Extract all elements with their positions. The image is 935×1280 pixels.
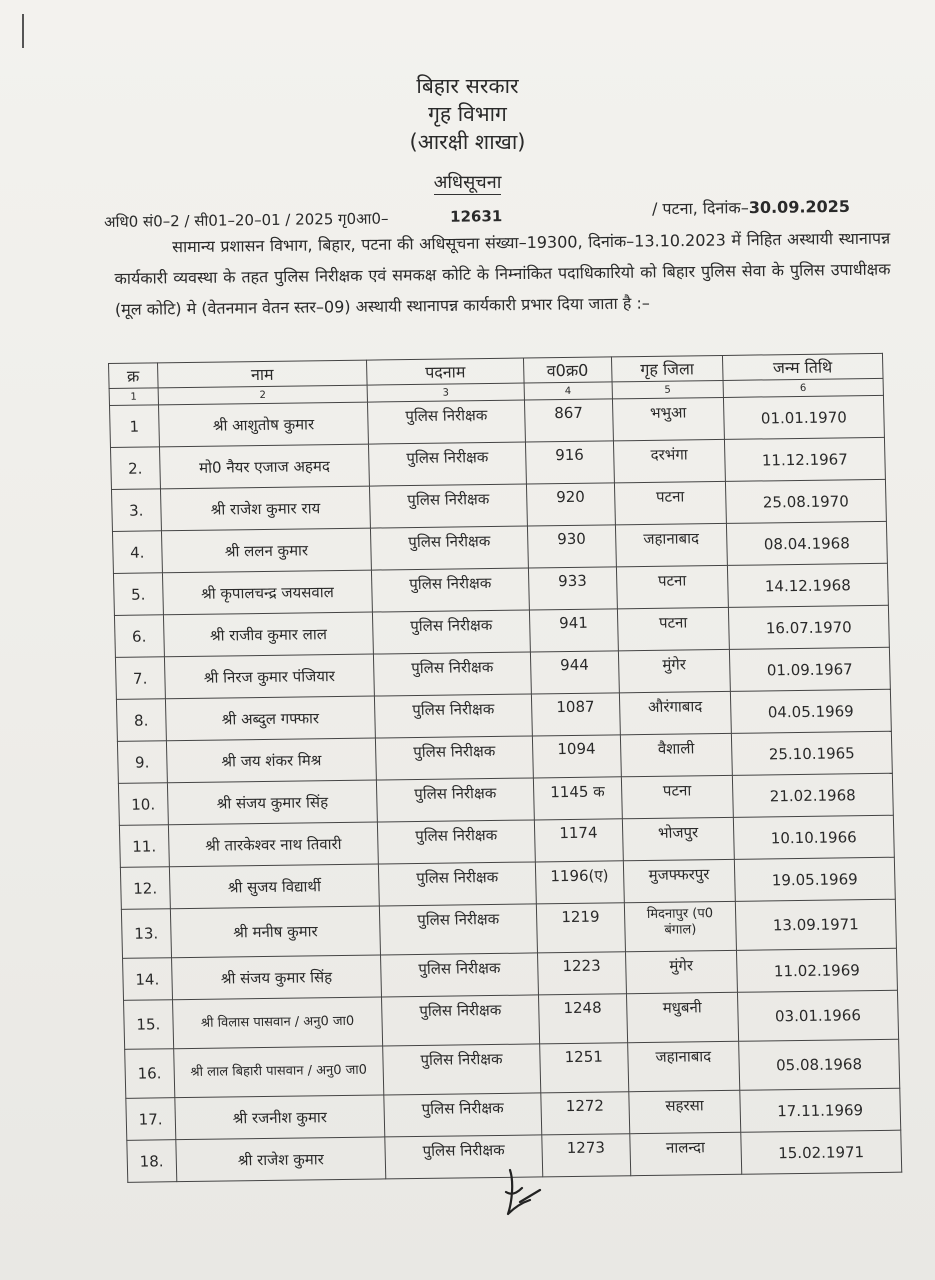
- post-cell: पुलिस निरीक्षक: [374, 652, 531, 696]
- column-number: 2: [158, 385, 368, 405]
- notification-title: अधिसूचना: [433, 172, 502, 193]
- col-header-post: पदनाम: [367, 358, 524, 385]
- dob-cell: 11.12.1967: [724, 437, 885, 481]
- district-cell: नालन्दा: [630, 1132, 742, 1175]
- serial-cell: 7.: [115, 657, 165, 700]
- district-cell: मुजफ्फरपुर: [623, 859, 735, 902]
- district-cell: भभुआ: [612, 397, 724, 440]
- dob-cell: 19.05.1969: [734, 857, 895, 901]
- post-cell: पुलिस निरीक्षक: [375, 694, 532, 738]
- dob-cell: 01.01.1970: [723, 395, 884, 439]
- name-cell: श्री सुजय विद्यार्थी: [169, 864, 380, 909]
- name-cell: श्री कृपालचन्द्र जयसवाल: [162, 570, 373, 615]
- column-number: 6: [723, 378, 884, 397]
- serial-cell: 11.: [119, 825, 169, 868]
- col-header-number: व0क्र0: [523, 357, 612, 383]
- district-cell: पटना: [616, 565, 728, 608]
- number-cell: 1248: [538, 994, 628, 1044]
- dob-cell: 17.11.1969: [740, 1088, 901, 1132]
- serial-cell: 14.: [123, 958, 173, 1001]
- number-cell: 941: [529, 609, 618, 652]
- name-cell: श्री तारकेश्वर नाथ तिवारी: [168, 822, 379, 867]
- name-cell: श्री जय शंकर मिश्र: [166, 738, 377, 783]
- post-cell: पुलिस निरीक्षक: [370, 484, 527, 528]
- dob-cell: 04.05.1969: [730, 689, 891, 733]
- name-cell: श्री मनीष कुमार: [170, 906, 381, 958]
- number-cell: 930: [527, 525, 616, 568]
- memo-number: 12631: [449, 207, 503, 226]
- memo-reference: अधि0 सं0–2 / सी01–20–01 / 2025 गृ0आ0–: [104, 209, 389, 231]
- number-cell: 867: [524, 399, 613, 442]
- district-cell: मुंगेर: [625, 950, 737, 993]
- dob-cell: 21.02.1968: [732, 773, 893, 817]
- district-cell: मिदनापुर (प0 बंगाल): [624, 901, 736, 951]
- number-cell: 1087: [531, 693, 620, 736]
- serial-cell: 15.: [124, 1000, 174, 1050]
- number-cell: 1251: [539, 1043, 629, 1093]
- number-cell: 1223: [537, 952, 626, 995]
- signature-mark: [500, 1162, 560, 1222]
- district-cell: मुंगेर: [618, 649, 730, 692]
- number-cell: 944: [530, 651, 619, 694]
- post-cell: पुलिस निरीक्षक: [378, 820, 535, 864]
- body-paragraph: सामान्य प्रशासन विभाग, बिहार, पटना की अधिसूचना संख्या–19300, दिनांक–13.10.2023 में निहित अस्थायी स्थानापन्न कार्यकारी व्यवस्था के तहत पुलिस निरीक्षक एवं समकक्ष कोटि के निम्नांकित पदाधिकारियो को बिहार पुलिस सेवा के पुलिस उपाधीक्षक (मूल कोटि) मे (वेतनमान वेतन स्तर–09) अस्थायी स्थानापन्न कार्यकारी प्रभार दिया जाता है :–: [114, 228, 891, 319]
- district-cell: औरंगाबाद: [619, 691, 731, 734]
- name-cell: श्री निरज कुमार पंजियार: [164, 654, 375, 699]
- dob-cell: 25.08.1970: [725, 479, 886, 523]
- col-header-sn: क्र: [109, 363, 158, 389]
- header-government: बिहार सरकार: [416, 74, 519, 98]
- name-cell: श्री संजय कुमार सिंह: [171, 955, 382, 1000]
- col-header-dob: जन्म तिथि: [722, 353, 883, 380]
- district-cell: पटना: [621, 775, 733, 818]
- name-cell: श्री राजेश कुमार राय: [160, 486, 371, 531]
- serial-cell: 16.: [125, 1049, 175, 1099]
- post-cell: पुलिस निरीक्षक: [385, 1135, 542, 1179]
- name-cell: मो0 नैयर एजाज अहमद: [159, 444, 370, 489]
- serial-cell: 2.: [110, 447, 160, 490]
- header-branch: (आरक्षी शाखा): [409, 130, 526, 154]
- serial-cell: 8.: [116, 699, 166, 742]
- post-cell: पुलिस निरीक्षक: [384, 1093, 541, 1137]
- serial-cell: 10.: [118, 783, 168, 826]
- serial-cell: 17.: [126, 1098, 176, 1141]
- serial-cell: 6.: [114, 615, 164, 658]
- dob-cell: 11.02.1969: [736, 948, 897, 992]
- post-cell: पुलिस निरीक्षक: [383, 1044, 540, 1095]
- name-cell: श्री राजीव कुमार लाल: [163, 612, 374, 657]
- district-cell: पटना: [617, 607, 729, 650]
- district-cell: वैशाली: [620, 733, 732, 776]
- number-cell: 1094: [532, 735, 621, 778]
- serial-cell: 13.: [121, 909, 171, 959]
- name-cell: श्री आशुतोष कुमार: [158, 402, 369, 447]
- post-cell: पुलिस निरीक्षक: [381, 953, 538, 997]
- serial-cell: 12.: [120, 867, 170, 910]
- dob-cell: 10.10.1966: [733, 815, 894, 859]
- name-cell: श्री रजनीश कुमार: [174, 1095, 385, 1140]
- serial-cell: 18.: [127, 1140, 177, 1183]
- dob-cell: 25.10.1965: [731, 731, 892, 775]
- post-cell: पुलिस निरीक्षक: [382, 995, 539, 1046]
- number-cell: 933: [528, 567, 617, 610]
- place-date: / पटना, दिनांक–30.09.2025: [651, 196, 851, 219]
- name-cell: श्री विलास पासवान / अनु0 जा0: [172, 997, 383, 1049]
- officers-table: [108, 353, 902, 1183]
- number-cell: 1219: [536, 903, 626, 953]
- post-cell: पुलिस निरीक्षक: [372, 568, 529, 612]
- name-cell: श्री लाल बिहारी पासवान / अनु0 जा0: [173, 1046, 384, 1098]
- serial-cell: 3.: [111, 489, 161, 532]
- number-cell: 1196(ए): [535, 861, 624, 904]
- serial-cell: 1: [110, 405, 160, 448]
- number-cell: 916: [525, 441, 614, 484]
- serial-cell: 5.: [113, 573, 163, 616]
- name-cell: श्री राजेश कुमार: [175, 1137, 386, 1182]
- dob-cell: 01.09.1967: [729, 647, 890, 691]
- dob-cell: 08.04.1968: [726, 521, 887, 565]
- name-cell: श्री संजय कुमार सिंह: [167, 780, 378, 825]
- number-cell: 1145 क: [533, 777, 622, 820]
- dob-cell: 15.02.1971: [741, 1130, 902, 1174]
- post-cell: पुलिस निरीक्षक: [373, 610, 530, 654]
- dob-cell: 16.07.1970: [728, 605, 889, 649]
- column-number: 4: [524, 382, 613, 400]
- post-cell: पुलिस निरीक्षक: [379, 862, 536, 906]
- name-cell: श्री ललन कुमार: [161, 528, 372, 573]
- district-cell: सहरसा: [629, 1090, 741, 1133]
- dob-cell: 03.01.1966: [737, 990, 898, 1041]
- district-cell: मधुबनी: [626, 992, 738, 1042]
- column-number: 3: [368, 383, 524, 402]
- number-cell: 1174: [534, 819, 623, 862]
- post-cell: पुलिस निरीक्षक: [377, 778, 534, 822]
- serial-cell: 9.: [117, 741, 167, 784]
- number-cell: 1273: [541, 1134, 630, 1177]
- column-number: 1: [109, 388, 158, 406]
- number-cell: 1272: [540, 1092, 629, 1135]
- district-cell: भोजपुर: [622, 817, 734, 860]
- district-cell: दरभंगा: [613, 439, 725, 482]
- col-header-name: नाम: [157, 360, 367, 388]
- post-cell: पुलिस निरीक्षक: [376, 736, 533, 780]
- dob-cell: 13.09.1971: [735, 899, 896, 950]
- district-cell: जहानाबाद: [615, 523, 727, 566]
- number-cell: 920: [526, 483, 615, 526]
- post-cell: पुलिस निरीक्षक: [380, 904, 537, 955]
- header-department: गृह विभाग: [428, 102, 507, 126]
- dob-cell: 14.12.1968: [727, 563, 888, 607]
- district-cell: पटना: [614, 481, 726, 524]
- dob-cell: 05.08.1968: [738, 1039, 899, 1090]
- post-cell: पुलिस निरीक्षक: [371, 526, 528, 570]
- post-cell: पुलिस निरीक्षक: [369, 442, 526, 486]
- name-cell: श्री अब्दुल गफ्फार: [165, 696, 376, 741]
- post-cell: पुलिस निरीक्षक: [368, 400, 525, 444]
- margin-mark: [22, 14, 24, 48]
- col-header-district: गृह जिला: [611, 355, 722, 381]
- district-cell: जहानाबाद: [628, 1041, 740, 1091]
- serial-cell: 4.: [112, 531, 162, 574]
- column-number: 5: [612, 380, 723, 398]
